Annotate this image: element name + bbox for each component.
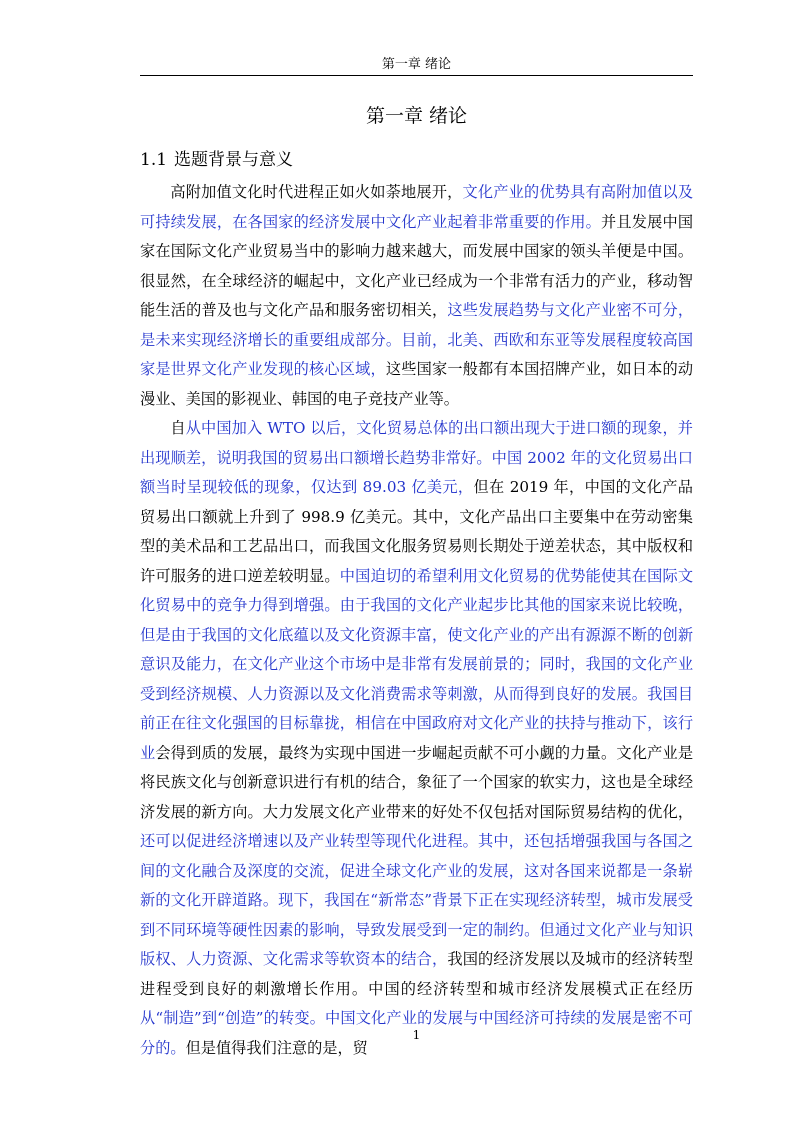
chapter-title: 第一章 绪论 — [365, 105, 468, 127]
highlighted-text-run: 文化产业的优势具有高附加值以及可持续发展，在各国家的经济发展中文化产业起着非常重要的作用。 — [140, 183, 694, 231]
section-number: 1.1 — [140, 150, 168, 170]
text-run: 这些国家一般都有本国招牌产业，如日本的动漫业、美国的影视业、韩国的电子竞技产业等。 — [140, 360, 694, 408]
text-run: 会得到质的发展，最终为实现中国进一步崛起贡献不可小觑的力量。文化产业是将民族文化与创新意识进行有机的结合，象征了一个国家的软实力，这也是全球经济发展的新方向。大力发展文化产业带来的好处不仅包括对国际贸易结构的优化， — [140, 743, 694, 821]
body-text — [140, 178, 693, 1063]
text-run: 高附加值文化时代进程正如火如荼地展开， — [170, 183, 463, 201]
header-rule — [140, 75, 693, 76]
highlighted-text-run: 中国迫切的希望利用文化贸易的优势能使其在国际文化贸易中的竞争力得到增强。由于我国的文化产业起步比其他的国家来说比较晚，但是由于我国的文化底蕴以及文化资源丰富，使文化产业的产出有源源不断的创新意识及能力，在文化产业这个市场中是非常有发展前景的；同时，我国的文化产业受到经济规模、人力资源以及文化消费需求等刺激，从而得到良好的发展。我国目前正在往文化强国的目标靠拢，相信在中国政府对文化产业的扶持与推动下，该行业 — [140, 566, 694, 762]
text-run: 但是值得我们注意的是，贸 — [185, 1038, 368, 1057]
text-run: 并且发展中国家在国际文化产业贸易当中的影响力越来越大，而发展中国家的领头羊便是中国。很显然，在全球经济的崛起中，文化产业已经成为一个非常有活力的产业，移动智能生活的普及也与文化产品和服务密切相关， — [140, 212, 694, 319]
section-title: 选题背景与意义 — [174, 150, 294, 170]
highlighted-text-run: 从“制造”到“创造”的转变。中国文化产业的发展与中国经济可持续的发展是密不可分的。 — [140, 1009, 693, 1057]
highlighted-text-run: 还可以促进经济增速以及产业转型等现代化进程。其中，还包括增强我国与各国之间的文化融合及深度的交流，促进全球文化产业的发展，这对各国来说都是一条崭新的文化开辟道路。现下，我国在“新常态”背景下正在实现经济转型，城市发展受到不同环境等硬性因素的影响，导致发展受到一定的制约。但通过文化产业与知识版权、人力资源、文化需求等软资本的结合， — [140, 832, 693, 968]
highlighted-text-run: 从中国加入 WTO 以后，文化贸易总体的出口额出现大于进口额的现象，并出现顺差，说明我国的贸易出口额增长趋势非常好。中国 2002 年的文化贸易出口额当时呈现较低的现象，仅达到 89.03 亿美元， — [140, 419, 693, 496]
text-run: 我国的经济发展以及城市的经济转型进程受到良好的刺激增长作用。中国的经济转型和城市经济发展模式正在经历 — [140, 950, 694, 998]
text-run: 自 — [170, 419, 186, 437]
text-run: 但在 2019 年，中国的文化产品贸易出口额就上升到了 998.9 亿美元。其中，文化产品出口主要集中在劳动密集型的美术品和工艺品出口，而我国文化服务贸易则长期处于逆差状态，其中版权和许可服务的进口逆差较明显。 — [140, 478, 693, 585]
running-header: 第一章 绪论 — [381, 57, 452, 72]
page-number: 1 — [412, 1028, 421, 1042]
highlighted-text-run: 这些发展趋势与文化产业密不可分，是未来实现经济增长的重要组成部分。目前，北美、西欧和东亚等发展程度较高国家是世界文化产业发现的核心区域， — [140, 301, 694, 378]
paragraph-2 — [140, 414, 693, 1063]
section-heading — [140, 148, 293, 172]
paragraph-1 — [140, 178, 693, 414]
